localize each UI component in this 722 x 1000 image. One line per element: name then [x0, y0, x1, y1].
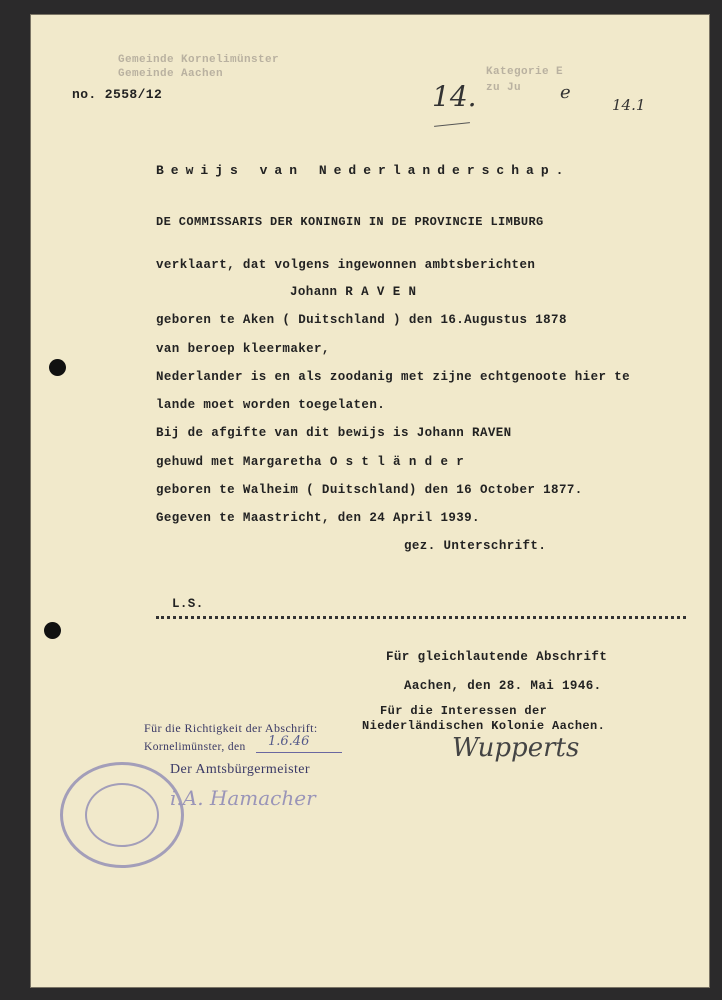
- interest-line: Für die Interessen der: [380, 704, 548, 718]
- signature-left: i.A. Hamacher: [170, 786, 316, 810]
- body-line: Gegeven te Maastricht, den 24 April 1939.: [156, 511, 480, 525]
- document-title: Bewijs van Nederlanderschap.: [156, 163, 571, 178]
- faint-header: zu Ju: [486, 82, 522, 94]
- handwritten-letter: e: [560, 82, 571, 103]
- body-line: geboren te Aken ( Duitschland ) den 16.Augustus 1878: [156, 313, 567, 327]
- date-underline: [256, 752, 342, 753]
- interest-line: Niederländischen Kolonie Aachen.: [362, 719, 606, 733]
- faint-header: Gemeinde Aachen: [118, 68, 224, 80]
- body-line: verklaart, dat volgens ingewonnen ambtsberichten: [156, 258, 536, 272]
- body-line: van beroep kleermaker,: [156, 342, 330, 356]
- handwritten-number: 14.1: [612, 96, 646, 114]
- certification-line: Für die Richtigkeit der Abschrift:: [144, 721, 318, 735]
- certification-title: Der Amtsbürgermeister: [170, 762, 310, 777]
- body-line: Nederlander is en als zoodanig met zijne echtgenoote hier te: [156, 370, 631, 384]
- body-line: geboren te Walheim ( Duitschland) den 16 October 1877.: [156, 483, 583, 497]
- handwritten-number: 14.: [432, 80, 477, 113]
- issuing-authority: DE COMMISSARIS DER KONINGIN IN DE PROVINCIE LIMBURG: [156, 215, 544, 229]
- body-line: gez. Unterschrift.: [404, 539, 547, 553]
- body-line: lande moet worden toegelaten.: [156, 398, 386, 412]
- punch-hole-lower: [44, 622, 61, 639]
- document-number: no. 2558/12: [72, 87, 163, 102]
- signature-right: Wupperts: [452, 733, 580, 763]
- faint-header: Gemeinde Kornelimünster: [118, 54, 280, 66]
- body-line: gehuwd met Margaretha O s t l ä n d e r: [156, 455, 465, 469]
- dotted-divider: [156, 616, 686, 619]
- stamp-inner-ring: [85, 783, 159, 847]
- place-date: Aachen, den 28. Mai 1946.: [404, 679, 602, 693]
- certification-line: Kornelimünster, den: [144, 741, 246, 753]
- punch-hole-upper: [49, 359, 66, 376]
- copy-attestation: Für gleichlautende Abschrift: [386, 650, 608, 664]
- faint-header: Kategorie E: [486, 66, 564, 78]
- body-line: Bij de afgifte van dit bewijs is Johann RAVEN: [156, 426, 512, 440]
- certification-date: 1.6.46: [268, 734, 310, 749]
- official-stamp: [60, 762, 184, 868]
- seal-placeholder: L.S.: [172, 597, 204, 611]
- body-line: Johann R A V E N: [290, 285, 417, 299]
